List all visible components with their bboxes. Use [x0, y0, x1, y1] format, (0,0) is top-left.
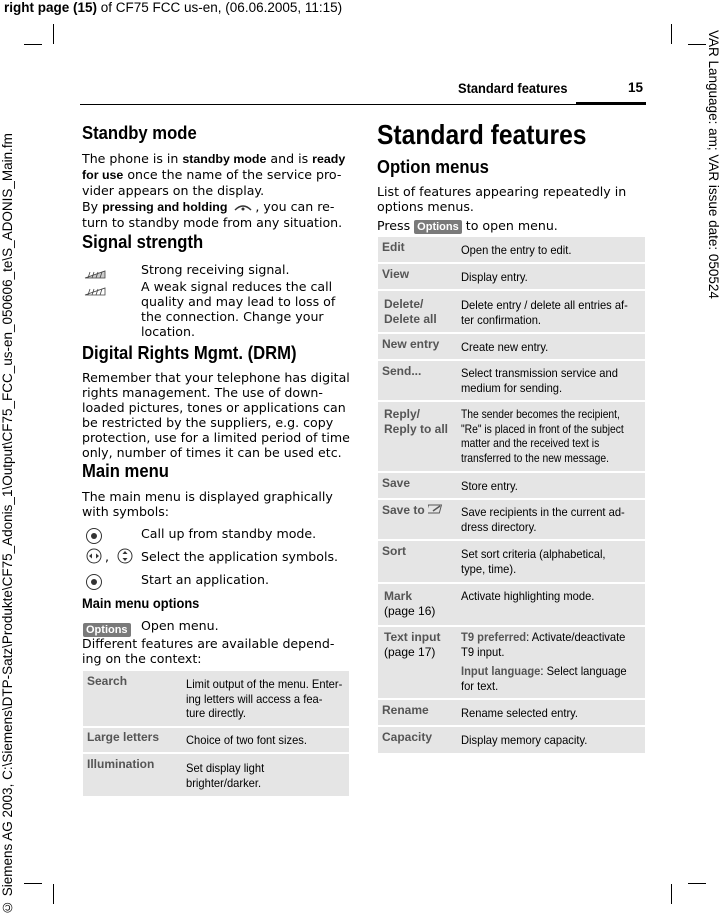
table-value: Display memory capacity.	[461, 733, 588, 747]
drm-paragraph: Remember that your telephone has digital rights management. The use of down- loaded pictures, tones or applications can be restricted by the suppliers, e.g. copy protection, use for a limited period of time only, number of times it can be used etc.	[82, 370, 350, 460]
crop-mark	[53, 24, 54, 44]
press-options-line: Press Options to open menu.	[377, 218, 558, 233]
table-key: Large letters	[87, 730, 160, 744]
signal-strong-text: Strong receiving signal.	[141, 262, 290, 277]
table-value: Display entry.	[461, 270, 528, 284]
standby-paragraph-1: The phone is in standby mode and is ready for use once the name of the service pro- vider appears on the display.	[82, 151, 346, 198]
options-softkey: Options	[83, 618, 131, 637]
end-key-icon	[231, 202, 255, 214]
crop-mark	[688, 883, 706, 884]
table-value: Delete entry / delete all entries af- ter confirmation.	[461, 298, 628, 327]
main-menu-item-2: Select the application symbols.	[141, 549, 339, 564]
main-menu-intro: The main menu is displayed graphically with symbols:	[82, 489, 333, 519]
drm-heading: Digital Rights Mgmt. (DRM)	[82, 342, 297, 363]
nav-up-down-icon	[117, 548, 133, 568]
table-key: Mark (page 16)	[384, 589, 436, 618]
option-menus-intro: List of features appearing repeatedly in options menus.	[377, 184, 627, 214]
crop-mark	[671, 884, 672, 904]
crop-mark	[53, 884, 54, 904]
table-value: Save recipients in the current ad- dress directory.	[461, 505, 625, 534]
header-rule-thick	[576, 102, 646, 105]
nav-separator: ,	[105, 549, 110, 564]
right-margin-text: VAR Language: am; VAR issue date: 050524	[706, 30, 721, 299]
table-value: Set sort criteria (alphabetical, type, time).	[461, 547, 606, 576]
pencil-icon	[428, 503, 444, 519]
table-key: Reply/ Reply to all	[384, 407, 449, 436]
option-menus-heading: Option menus	[377, 156, 489, 177]
main-menu-item-3: Start an application.	[141, 572, 269, 587]
table-key: Save to	[382, 503, 444, 519]
table-key: Capacity	[382, 730, 433, 744]
standby-heading: Standby mode	[82, 122, 197, 143]
crop-mark	[24, 44, 42, 45]
table-key: Text input (page 17)	[384, 630, 441, 659]
table-value: T9 preferred: Activate/deactivate T9 input. Input language: Select language for text.	[461, 630, 627, 693]
main-menu-options-heading: Main menu options	[82, 595, 200, 611]
table-key: Rename	[382, 703, 429, 717]
crop-mark	[688, 44, 706, 45]
options-softkey-desc: Open menu.	[141, 618, 219, 633]
table-key: New entry	[382, 337, 440, 351]
table-key: Edit	[382, 240, 405, 254]
print-header-info: of CF75 FCC us-en, (06.06.2005, 11:15)	[97, 0, 343, 15]
table-value: Select transmission service and medium for sending.	[461, 366, 618, 395]
table-value: Store entry.	[461, 479, 518, 493]
nav-center-icon	[86, 525, 102, 544]
page-number: 15	[628, 80, 644, 95]
crop-mark	[671, 24, 672, 44]
table-value: Rename selected entry.	[461, 706, 579, 720]
table-key: Save	[382, 476, 411, 490]
table-value: Limit output of the menu. Enter- ing letters will access a fea- ture directly.	[186, 677, 343, 720]
table-value: Open the entry to edit.	[461, 243, 572, 257]
running-head-title: Standard features	[458, 80, 568, 96]
table-key: Sort	[382, 544, 406, 558]
signal-weak-icon	[84, 281, 106, 300]
main-menu-item-1: Call up from standby mode.	[141, 526, 317, 541]
main-menu-heading: Main menu	[82, 460, 169, 481]
section-title: Standard features	[377, 119, 587, 150]
options-softkey: Options	[414, 220, 462, 234]
main-menu-options-paragraph: Different features are available depend- ing on the context:	[82, 636, 335, 666]
print-header	[4, 0, 342, 15]
table-key: Delete/ Delete all	[384, 297, 437, 326]
table-value: Choice of two font sizes.	[186, 733, 307, 747]
table-value: The sender becomes the recipient, "Re" is placed in front of the subject matter and the received text is transferred to the new message.	[461, 407, 624, 465]
nav-left-right-icon	[86, 548, 102, 568]
table-key: View	[382, 267, 410, 281]
standby-paragraph-2: By pressing and holding , you can re- turn to standby mode from any situation.	[82, 199, 343, 230]
print-header-page: right page (15)	[4, 0, 98, 15]
table-value: Create new entry.	[461, 340, 549, 354]
left-margin-text: © Siemens AG 2003, C:\Siemens\DTP-Satz\Produkte\CF75_Adonis_1\Output\CF75_FCC_us-en_050606_te\S_ADONIS_Main.fm	[0, 133, 15, 915]
nav-center-icon	[86, 571, 102, 590]
signal-heading: Signal strength	[82, 231, 204, 252]
table-value: Activate highlighting mode.	[461, 589, 595, 603]
table-key: Send...	[382, 364, 422, 378]
table-key: Search	[87, 674, 128, 688]
table-value: Set display light brighter/darker.	[186, 761, 265, 790]
crop-mark	[24, 883, 42, 884]
table-key: Illumination	[87, 757, 155, 771]
header-rule	[80, 104, 646, 105]
signal-weak-text: A weak signal reduces the call quality and may lead to loss of the connection. Change your location.	[141, 279, 336, 339]
